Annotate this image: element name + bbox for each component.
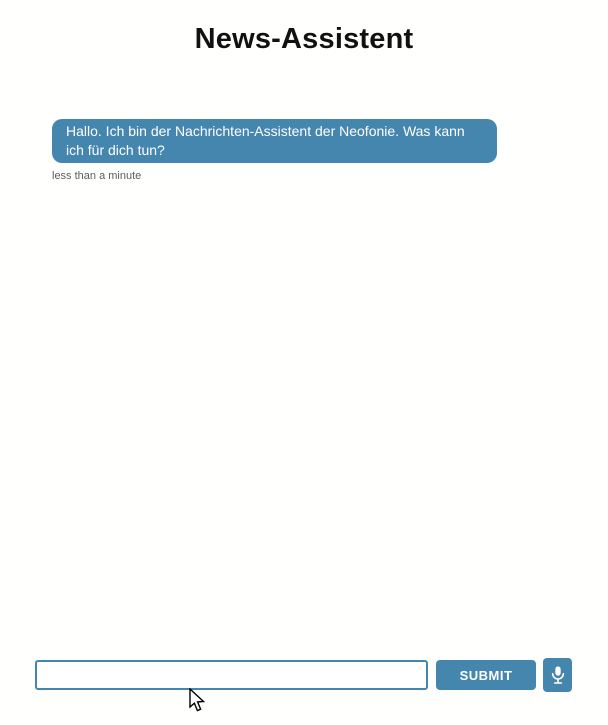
composer-bar: [35, 658, 572, 692]
assistant-message-bubble: [52, 119, 497, 163]
mic-button[interactable]: [543, 658, 572, 692]
chat-message: [52, 119, 556, 182]
message-timestamp: less than a minute: [52, 170, 142, 182]
microphone-icon: [550, 665, 566, 685]
header: [0, 0, 608, 58]
message-input[interactable]: [35, 660, 428, 690]
mouse-cursor: [188, 688, 208, 719]
assistant-message-text: Hallo. Ich bin der Nachrichten-Assistent der Neofonie. Was kann ich für dich tun?: [66, 123, 465, 158]
chat-area: [52, 119, 556, 182]
page-title: News-Assistent: [194, 23, 414, 55]
submit-button[interactable]: SUBMIT: [436, 660, 536, 690]
